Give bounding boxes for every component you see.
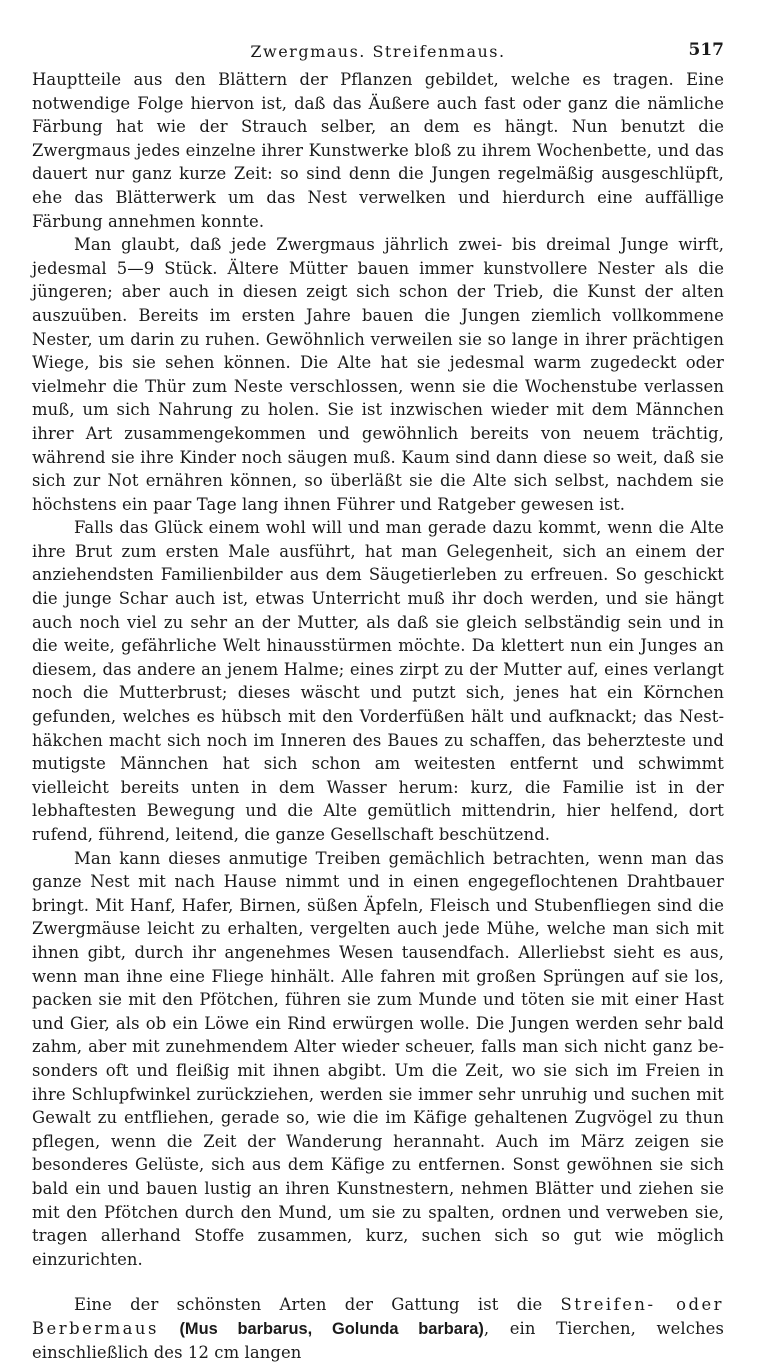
running-head: Zwergmaus. Streifenmaus. — [250, 42, 506, 61]
page-header — [32, 38, 724, 68]
paragraph-captivity: Man kann dieses anmutige Treiben gemächlich betrachten, wenn man das ganze Nest mit nach Hause nimmt und in einen engegeflochtenen Drahtbauer bringt. Mit Hanf, Hafer, Birnen, süßen Äpfeln, Fleisch und Stubenfliegen sind die Zwergmäuse leicht zu erhalten, vergelten auch jede Mühe, welche man sich mit ihnen gibt, durch ihr angenehmes Wesen tausendfach. Allerliebst sieht es aus, wenn man ihne eine Fliege hinhält. Alle fahren mit großen Sprüngen auf sie los, packen sie mit den Pfötchen, führen sie zum Munde und töten sie mit einer Hast und Gier, als ob ein Löwe ein Rind erwürgen wolle. Die Jungen werden sehr bald zahm, aber mit zunehmendem Alter wieder scheuer, falls man sich nicht ganz besonders oft und fleißig mit ihnen abgibt. Um die Zeit, wo sie sich im Freien in ihre Schlupfwinkel zurückziehen, werden sie immer sehr unruhig und suchen mit Gewalt zu entfliehen, gerade so, wie die im Käfige gehaltenen Zugvögel zu thun pflegen, wenn die Zeit der Wanderung herannaht. Auch im März zeigen sie besonderes Gelüste, sich aus dem Käfige zu entfernen. Sonst gewöhnen sie sich bald ein und bauen lustig an ihren Kunstnestern, nehmen Blätter und ziehen sie mit den Pfötchen durch den Mund, um sie zu spalten, ordnen und verweben sie, tragen allerhand Stoffe zusammen, kurz, suchen sich so gut wie möglich einzurichten. — [32, 848, 724, 1269]
outro-text: , ein Tierchen, welches einschließlich des 12 cm langen — [32, 1318, 724, 1363]
page-number: 517 — [688, 40, 724, 60]
book-page — [32, 38, 724, 1365]
paragraph-family: Falls das Glück einem wohl will und man gerade dazu kommt, wenn die Alte ihre Brut zum ersten Male ausführt, hat man Gelegenheit, sich an einem der anziehendsten Familienbilder aus dem Säugetierleben zu erfreuen. So geschickt die junge Schar auch ist, etwas Unterricht muß ihr doch werden, und sie hängt auch noch viel zu sehr an der Mutter, als daß sie gleich selbständig sein und in die weite, gefährliche Welt hinausstürmen möchte. Da klettert nun ein Junges an diesem, das andere an jenem Halme; eines zirpt zu der Mutter auf, eines verlangt noch die Mutterbrust; dieses wäscht und putzt sich, jenes hat ein Körnchen gefunden, welches es hübsch mit den Vorderfüßen hält und aufknackt; das Nesthäkchen macht sich noch im Inneren des Baues zu schaffen, das beherzteste und mutigste Männchen hat sich schon am weitesten entfernt und schwimmt vielleicht bereits unten in dem Wasser herum: kurz, die Familie ist in der lebhaftesten Bewegung und die Alte gemütlich mittendrin, hier helfend, dort rufend, führend, leitend, die ganze Gesellschaft beschützend. — [32, 518, 724, 844]
latin-name: (Mus barbarus, Golunda barbara) — [179, 1319, 484, 1338]
paragraph-continuation: Hauptteile aus den Blättern der Pflanzen gebildet, welche es tragen. Eine notwendige Folge hiervon ist, daß das Äußere auch fast oder ganz die nämliche Färbung hat wie der Strauch selber, an dem es hängt. Nun benutzt die Zwergmaus jedes einzelne ihrer Kunstwerke bloß zu ihrem Wochenbette, und das dauert nur ganz kurze Zeit: so sind denn die Jungen regelmäßig ausgeschlüpft, ehe das Blätterwerk um das Nest verwelken und hierdurch eine auffällige Färbung annehmen konnte. — [32, 70, 724, 231]
intro-text: Eine der schönsten Arten der Gattung ist die — [74, 1295, 561, 1315]
paragraph-striped-mouse — [32, 1293, 724, 1365]
species-name: Streifen- oder Berbermaus — [32, 1295, 725, 1338]
paragraph-litter: Man glaubt, daß jede Zwergmaus jährlich zwei- bis dreimal Junge wirft, jedesmal 5—9 Stück. Ältere Mütter bauen immer kunstvollere Nester als die jüngeren; aber auch in diesen zeigt sich schon der Trieb, die Kunst der alten auszuüben. Bereits im ersten Jahre bauen die Jungen ziemlich vollkommene Nester, um darin zu ruhen. Gewöhnlich verweilen sie so lange in ihrer prächtigen Wiege, bis sie sehen können. Die Alte hat sie jedesmal warm zugedeckt oder vielmehr die Thür zum Neste verschlossen, wenn sie die Wochenstube verlassen muß, um sich Nahrung zu holen. Sie ist inzwischen wieder mit dem Männchen ihrer Art zusammengekommen und gewöhnlich bereits von neuem trächtig, während sie ihre Kinder noch säugen muß. Kaum sind dann diese so weit, daß sie sich zur Not ernähren können, so überläßt sie die Alte sich selbst, nachdem sie höchstens ein paar Tage lang ihnen Führer und Ratgeber gewesen ist. — [32, 235, 724, 514]
body-text — [32, 68, 724, 1365]
